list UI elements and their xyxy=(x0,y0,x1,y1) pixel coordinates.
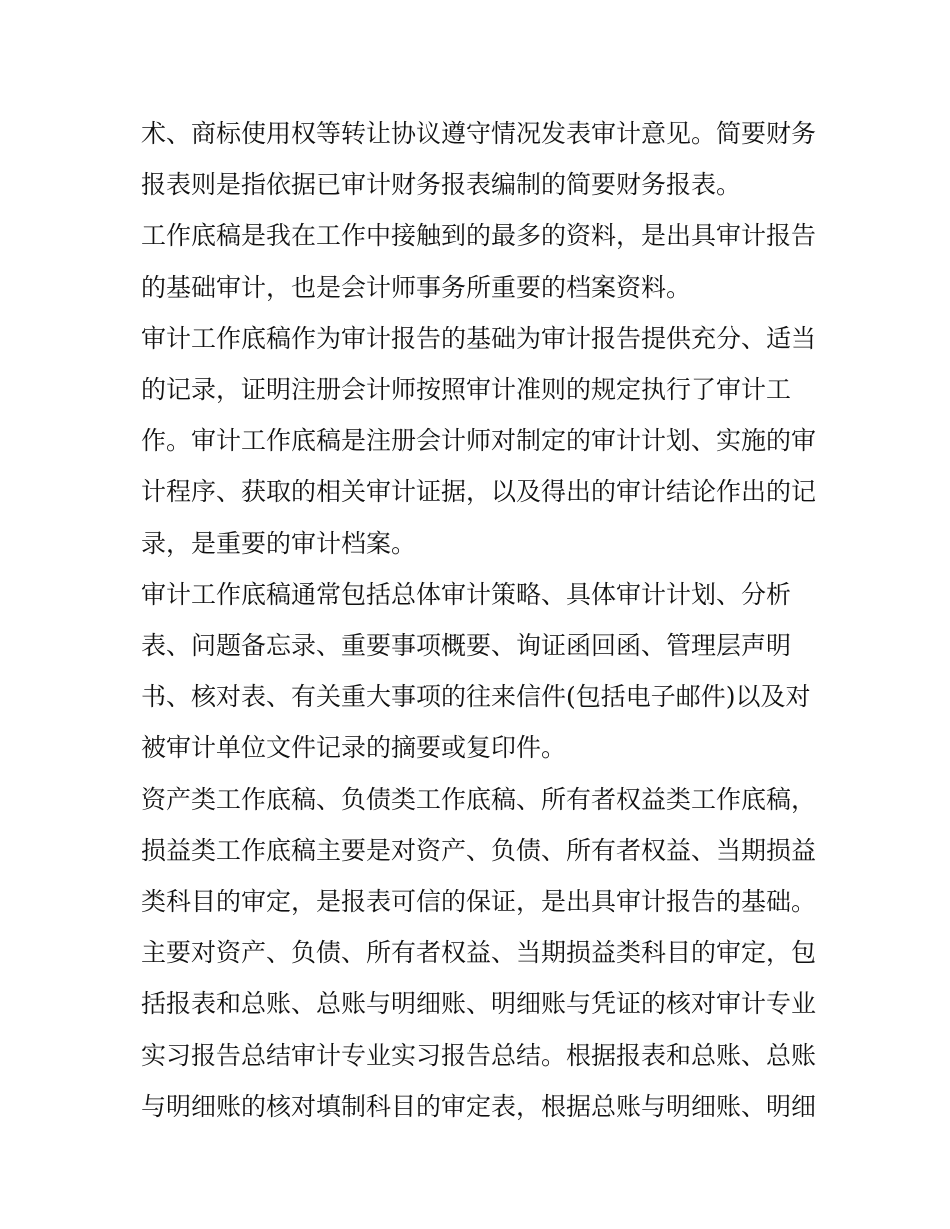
paragraph-1 xyxy=(141,108,817,210)
paragraph-line: 审计工作底稿作为审计报告的基础为审计报告提供充分、适当 xyxy=(141,323,817,353)
paragraph-line: 作。审计工作底稿是注册会计师对制定的审计计划、实施的审 xyxy=(141,426,817,456)
paragraph-line: 的记录，证明注册会计师按照审计准则的规定执行了审计工 xyxy=(141,375,792,405)
paragraph-line: 书、核对表、有关重大事项的往来信件(包括电子邮件)以及对 xyxy=(141,682,811,712)
paragraph-line: 被审计单位文件记录的摘要或复印件。 xyxy=(141,733,567,763)
paragraph-line: 损益类工作底稿主要是对资产、负债、所有者权益、当期损益 xyxy=(141,835,817,865)
paragraph-line: 括报表和总账、总账与明细账、明细账与凭证的核对审计专业 xyxy=(141,989,817,1019)
paragraph-line: 的基础审计，也是会计师事务所重要的档案资料。 xyxy=(141,272,692,302)
paragraph-line: 主要对资产、负债、所有者权益、当期损益类科目的审定，包 xyxy=(141,938,817,968)
document-body xyxy=(141,108,817,1132)
paragraph-6 xyxy=(141,927,817,1132)
paragraph-line: 录，是重要的审计档案。 xyxy=(141,528,417,558)
paragraph-line: 与明细账的核对填制科目的审定表，根据总账与明细账、明细 xyxy=(141,1091,817,1121)
paragraph-line: 审计工作底稿通常包括总体审计策略、具体审计计划、分析 xyxy=(141,579,792,609)
paragraph-4 xyxy=(141,569,813,774)
paragraph-2 xyxy=(141,210,817,312)
paragraph-3 xyxy=(141,313,817,569)
paragraph-line: 类科目的审定，是报表可信的保证，是出具审计报告的基础。 xyxy=(141,887,817,917)
paragraph-line: 术、商标使用权等转让协议遵守情况发表审计意见。简要财务 xyxy=(141,119,817,148)
paragraph-line: 计程序、获取的相关审计证据，以及得出的审计结论作出的记 xyxy=(141,477,817,507)
paragraph-line: 实习报告总结审计专业实习报告总结。根据报表和总账、总账 xyxy=(141,1040,817,1070)
paragraph-line: 表、问题备忘录、重要事项概要、询证函回函、管理层声明 xyxy=(141,631,792,661)
paragraph-line: 资产类工作底稿、负债类工作底稿、所有者权益类工作底稿， xyxy=(141,784,817,814)
paragraph-line: 报表则是指依据已审计财务报表编制的简要财务报表。 xyxy=(141,170,742,200)
paragraph-5 xyxy=(141,774,817,928)
paragraph-line: 工作底稿是我在工作中接触到的最多的资料，是出具审计报告 xyxy=(141,221,817,251)
